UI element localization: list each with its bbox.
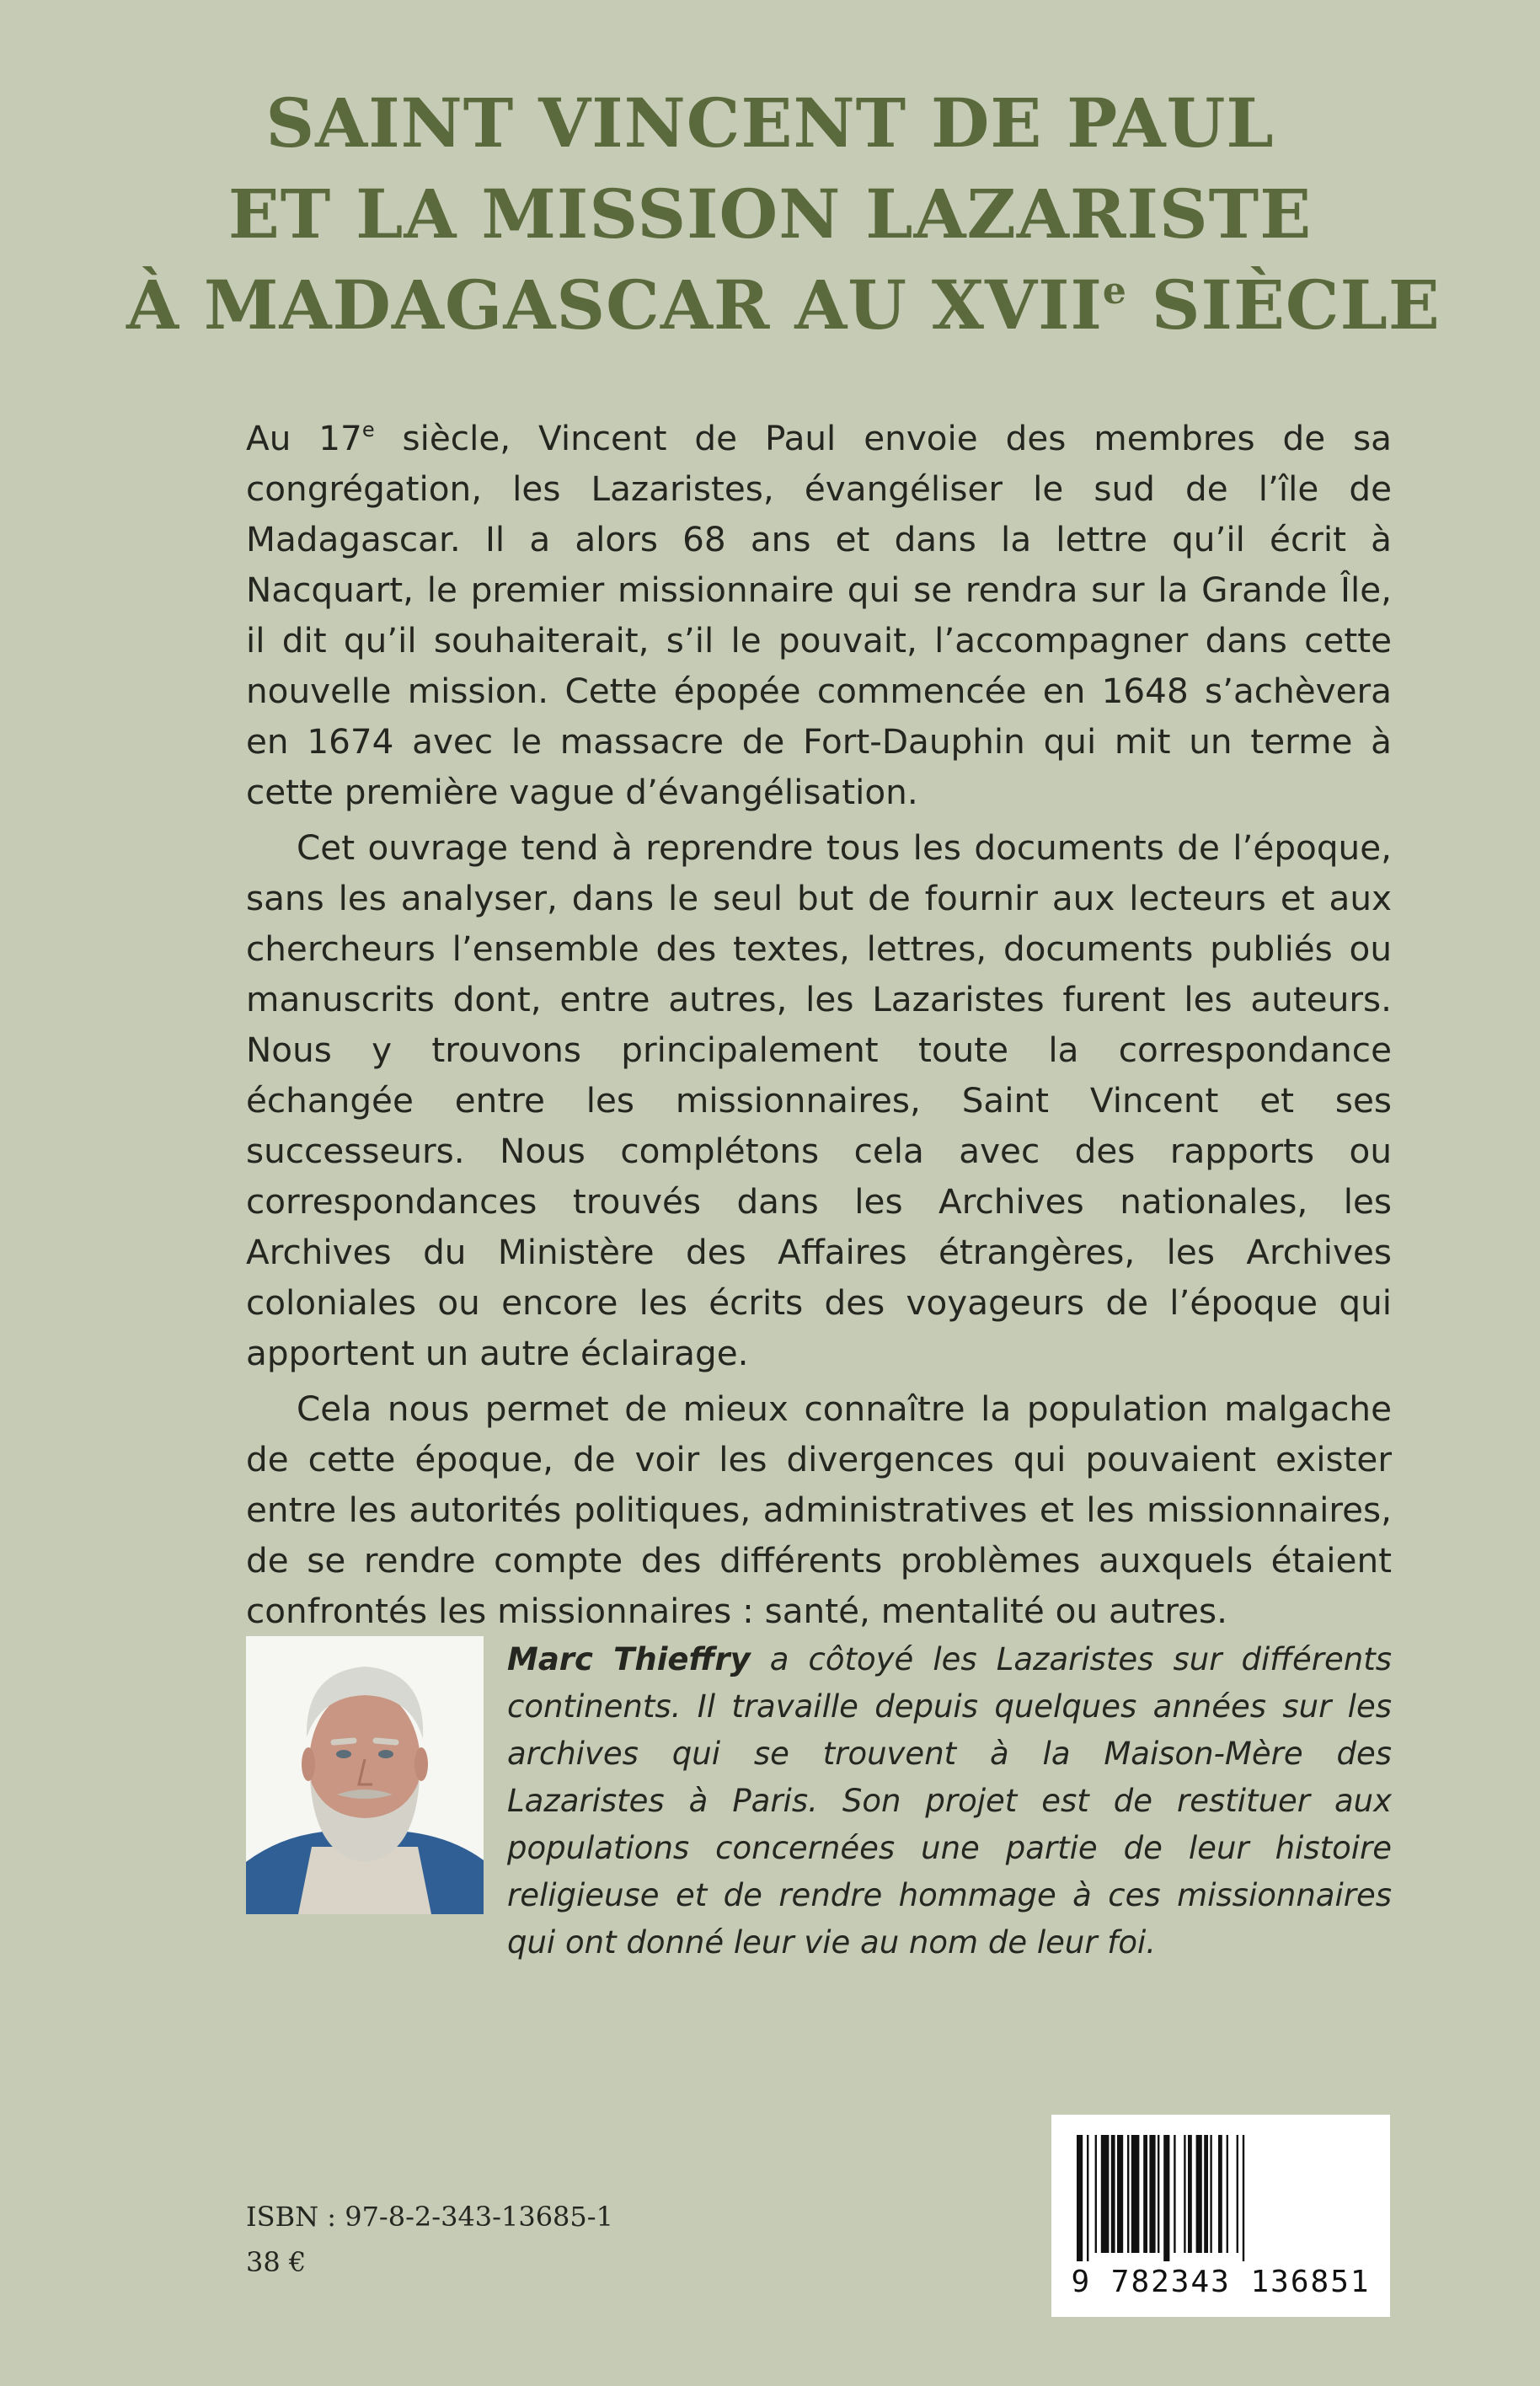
barcode-bar	[1227, 2135, 1228, 2253]
blurb-paragraph-3: Cela nous permet de mieux connaître la population malgache de cette époque, de voir les divergences qui pouvaient exister entre les autorités politiques, administratives et les missionnaires, de se rendre compte des différents problèmes auxquels étaient confrontés les missionnaires : santé, mentalité ou autres.	[246, 1388, 1392, 1631]
blurb-paragraph-2: Cet ouvrage tend à reprendre tous les documents de l’époque, sans les analyser, dans le seul but de fournir aux lecteurs et aux chercheurs l’ensemble des textes, lettres, documents publiés ou manuscrits dont, entre autres, les Lazaristes furent les auteurs. Nous y trouvons principalement toute la correspondance échangée entre les missionnaires, Saint Vincent et ses successeurs. Nous complétons cela avec des rapports ou correspondances trouvés dans les Archives nationales, les Archives du Ministère des Affaires étrangères, les Archives coloniales ou encore les écrits des voyageurs de l’époque qui apportent un autre éclairage.	[246, 827, 1392, 1373]
barcode-bar	[1210, 2135, 1211, 2253]
author-name: Marc Thieffry	[507, 1641, 751, 1677]
book-title	[126, 78, 1441, 350]
title-line-2: ET LA MISSION LAZARISTE	[227, 174, 1313, 254]
barcode-bar	[1196, 2135, 1202, 2253]
barcode-bar	[1149, 2135, 1155, 2253]
barcode-bar	[1184, 2135, 1185, 2253]
author-photo	[246, 1636, 484, 1914]
title-line-1: SAINT VINCENT DE PAUL	[265, 83, 1275, 163]
isbn-number: ISBN : 97-8-2-343-13685-1	[246, 2201, 613, 2233]
barcode	[1051, 2115, 1390, 2317]
barcode-bar	[1077, 2135, 1083, 2261]
barcode-bar	[1188, 2135, 1192, 2253]
barcode-bar	[1131, 2135, 1140, 2253]
blurb-paragraph-1: Au 17e siècle, Vincent de Paul envoie des membres de sa congrégation, les Lazaristes, évangéliser le sud de l’île de Madagascar. Il a alors 68 ans et dans la lettre qu’il écrit à Nacquart, le premier missionnaire qui se rendra sur la Grande Île, il dit qu’il souhaiterait, s’il le pouvait, l’accompagner dans cette nouvelle mission. Cette épopée commencée en 1648 s’achèvera en 1674 avec le massacre de Fort-Dauphin qui mit un terme à cette première vague d’évangélisation.	[246, 418, 1392, 812]
barcode-bar	[1143, 2135, 1147, 2253]
barcode-bar	[1204, 2135, 1208, 2253]
barcode-digits: 9 782343 136851	[1071, 2265, 1371, 2299]
barcode-bar	[1087, 2135, 1088, 2261]
price-label: 38 €	[246, 2246, 307, 2278]
blurb-text	[246, 413, 1392, 1636]
barcode-bar	[1218, 2135, 1222, 2253]
title-line-3: À MADAGASCAR AU XVIIe SIÈCLE	[126, 265, 1441, 345]
barcode-bars	[1072, 2135, 1370, 2261]
author-section	[246, 1636, 1392, 1961]
barcode-bar	[1163, 2135, 1169, 2261]
barcode-bar	[1127, 2135, 1129, 2253]
author-portrait-image	[246, 1636, 484, 1914]
barcode-bar	[1237, 2135, 1238, 2253]
barcode-bar	[1095, 2135, 1097, 2253]
barcode-bar	[1117, 2135, 1123, 2253]
barcode-bar	[1243, 2135, 1244, 2261]
barcode-bar	[1111, 2135, 1115, 2253]
barcode-bar	[1158, 2135, 1159, 2253]
barcode-bar	[1101, 2135, 1110, 2253]
author-bio: Marc Thieffry a côtoyé les Lazaristes sur différents continents. Il travaille depuis quelques années sur les archives qui se trouvent à la Maison-Mère des Lazaristes à Paris. Son projet est de restituer aux populations concernées une partie de leur histoire religieuse et de rendre hommage à ces missionnaires qui ont donné leur vie au nom de leur foi.	[507, 1641, 1392, 1961]
barcode-bar	[1174, 2135, 1175, 2253]
